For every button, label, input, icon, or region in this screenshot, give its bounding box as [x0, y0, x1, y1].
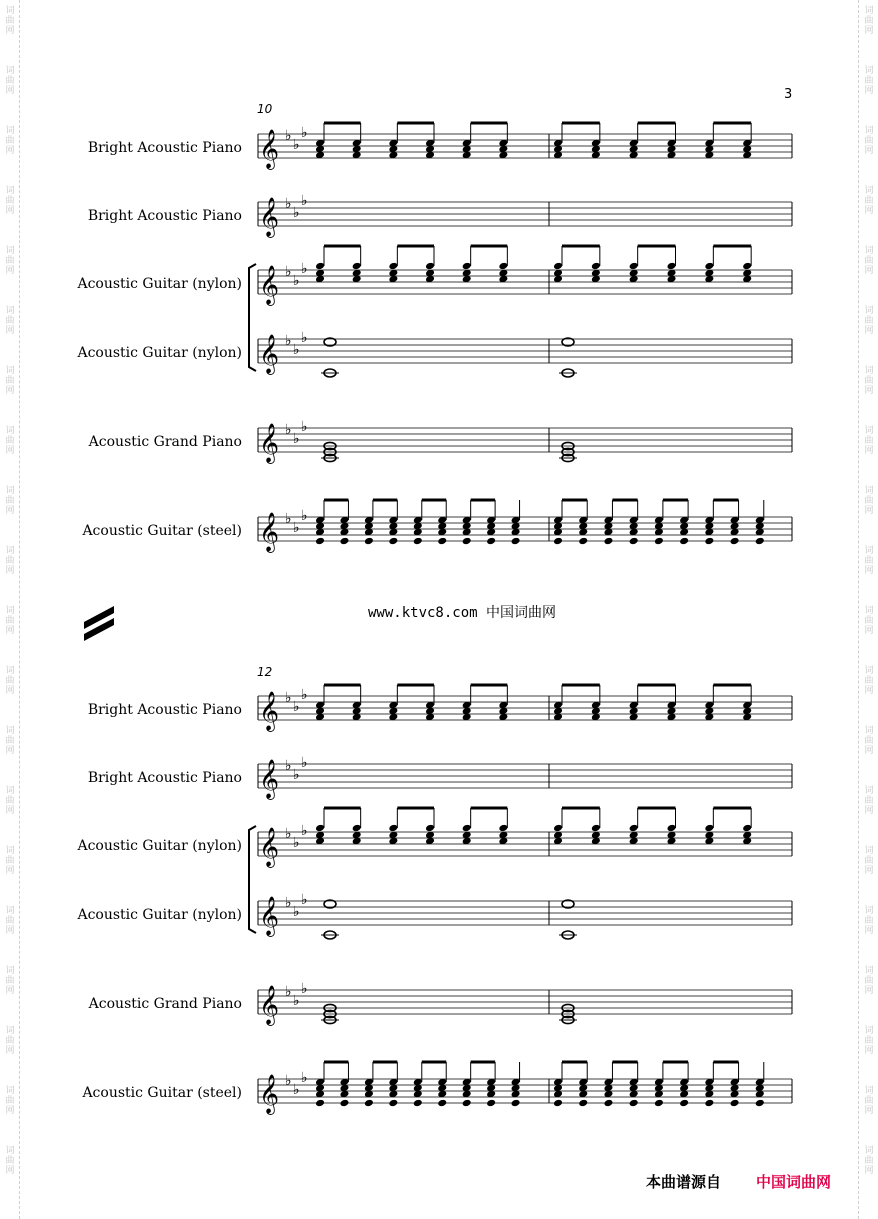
- treble-clef-icon: 𝄞: [259, 512, 280, 552]
- side-watermark-mark: 词 曲 网: [864, 66, 874, 96]
- note-head: [388, 262, 398, 271]
- side-watermark-mark: 词 曲 网: [5, 426, 15, 456]
- note-head: [339, 1099, 349, 1108]
- note-head: [654, 1099, 664, 1108]
- side-watermark-mark: 词 曲 网: [864, 366, 874, 396]
- staff-label: Acoustic Guitar (nylon): [77, 907, 242, 923]
- flat-sign-icon: ♭: [293, 342, 300, 358]
- note-head: [578, 537, 588, 546]
- note-head: [388, 1099, 398, 1108]
- flat-sign-icon: ♭: [301, 687, 308, 703]
- side-watermark-mark: 词 曲 网: [5, 246, 15, 276]
- note-head: [603, 537, 613, 546]
- footer-source-label: 本曲谱源自: [646, 1173, 722, 1191]
- note-head: [388, 537, 398, 546]
- note-head: [511, 1099, 521, 1108]
- note-head: [730, 537, 740, 546]
- watermark-text: www.ktvc8.com 中国词曲网: [368, 605, 557, 621]
- note-head: [553, 537, 563, 546]
- page-number: 3: [784, 87, 793, 102]
- note-head: [511, 537, 521, 546]
- note-head: [352, 824, 362, 833]
- note-head: [462, 1099, 472, 1108]
- flat-sign-icon: ♭: [293, 835, 300, 851]
- flat-sign-icon: ♭: [293, 767, 300, 783]
- treble-clef-icon: 𝄞: [259, 896, 280, 936]
- flat-sign-icon: ♭: [293, 273, 300, 289]
- side-watermark-mark: 词 曲 网: [5, 306, 15, 336]
- side-watermark-mark: 词 曲 网: [5, 366, 15, 396]
- note-head: [654, 537, 664, 546]
- side-watermark-mark: 词 曲 网: [864, 1026, 874, 1056]
- staff-label: Bright Acoustic Piano: [87, 770, 242, 786]
- note-head: [755, 1099, 765, 1108]
- staff-bracket: [249, 826, 256, 933]
- side-watermark-mark: 词 曲 网: [864, 186, 874, 216]
- side-watermark-mark: 词 曲 网: [5, 1086, 15, 1116]
- note-head: [462, 824, 472, 833]
- side-watermark-mark: 词 曲 网: [864, 666, 874, 696]
- treble-clef-icon: 𝄞: [259, 691, 280, 731]
- note-head: [498, 824, 508, 833]
- note-head: [629, 1099, 639, 1108]
- treble-clef-icon: 𝄞: [259, 1074, 280, 1114]
- side-watermark-mark: 词 曲 网: [5, 726, 15, 756]
- side-watermark-mark: 词 曲 网: [5, 1146, 15, 1176]
- staff-label: Bright Acoustic Piano: [87, 208, 242, 224]
- flat-sign-icon: ♭: [301, 330, 308, 346]
- note-head: [553, 262, 563, 271]
- side-watermark-mark: 词 曲 网: [5, 906, 15, 936]
- treble-clef-icon: 𝄞: [259, 423, 280, 463]
- side-watermark-mark: 词 曲 网: [864, 546, 874, 576]
- note-head: [742, 824, 752, 833]
- staff-label: Acoustic Guitar (nylon): [77, 345, 242, 361]
- flat-sign-icon: ♭: [301, 125, 308, 141]
- measure-number: 12: [257, 665, 273, 679]
- note-head: [498, 262, 508, 271]
- side-watermark-mark: 词 曲 网: [5, 606, 15, 636]
- flat-sign-icon: ♭: [285, 758, 292, 774]
- side-watermark-mark: 词 曲 网: [864, 426, 874, 456]
- staff-label: Acoustic Guitar (nylon): [77, 838, 242, 854]
- note-head: [704, 824, 714, 833]
- note-head: [315, 262, 325, 271]
- note-head: [364, 1099, 374, 1108]
- note-head: [315, 537, 325, 546]
- note-head: [591, 262, 601, 271]
- treble-clef-icon: 𝄞: [259, 265, 280, 305]
- note-head: [437, 537, 447, 546]
- flat-sign-icon: ♭: [293, 904, 300, 920]
- staff-label: Acoustic Guitar (steel): [82, 1085, 242, 1101]
- side-watermark-mark: 词 曲 网: [864, 846, 874, 876]
- staff-label: Acoustic Guitar (nylon): [77, 276, 242, 292]
- side-watermark-mark: 词 曲 网: [5, 1026, 15, 1056]
- note-head: [486, 1099, 496, 1108]
- note-head: [730, 1099, 740, 1108]
- side-watermark-mark: 词 曲 网: [5, 666, 15, 696]
- note-head: [425, 262, 435, 271]
- side-watermark-mark: 词 曲 网: [864, 1086, 874, 1116]
- note-head: [364, 537, 374, 546]
- note-head: [704, 1099, 714, 1108]
- staff-label: Bright Acoustic Piano: [87, 140, 242, 156]
- note-head: [755, 537, 765, 546]
- flat-sign-icon: ♭: [293, 699, 300, 715]
- flat-sign-icon: ♭: [285, 511, 292, 527]
- side-watermark-mark: 词 曲 网: [5, 186, 15, 216]
- flat-sign-icon: ♭: [293, 137, 300, 153]
- side-watermark-mark: 词 曲 网: [5, 546, 15, 576]
- treble-clef-icon: 𝄞: [259, 827, 280, 867]
- flat-sign-icon: ♭: [301, 508, 308, 524]
- note-head: [486, 537, 496, 546]
- note-head: [413, 537, 423, 546]
- side-watermark-mark: 词 曲 网: [5, 786, 15, 816]
- flat-sign-icon: ♭: [293, 520, 300, 536]
- footer-site-link[interactable]: 中国词曲网: [756, 1173, 832, 1191]
- staff-label: Acoustic Guitar (steel): [82, 523, 242, 539]
- note-head: [462, 262, 472, 271]
- note-head: [704, 262, 714, 271]
- side-watermark-mark: 词 曲 网: [864, 126, 874, 156]
- note-head: [315, 1099, 325, 1108]
- treble-clef-icon: 𝄞: [259, 759, 280, 799]
- side-watermark-mark: 词 曲 网: [864, 486, 874, 516]
- flat-sign-icon: ♭: [285, 1073, 292, 1089]
- treble-clef-icon: 𝄞: [259, 334, 280, 374]
- flat-sign-icon: ♭: [301, 419, 308, 435]
- note-head: [553, 824, 563, 833]
- measure-number: 10: [257, 102, 273, 116]
- note-head: [437, 1099, 447, 1108]
- note-head: [352, 262, 362, 271]
- flat-sign-icon: ♭: [301, 892, 308, 908]
- side-watermark-mark: 词 曲 网: [864, 966, 874, 996]
- side-watermark-mark: 词 曲 网: [864, 906, 874, 936]
- treble-clef-icon: 𝄞: [259, 197, 280, 237]
- flat-sign-icon: ♭: [301, 755, 308, 771]
- flat-sign-icon: ♭: [301, 193, 308, 209]
- note-head: [629, 262, 639, 271]
- flat-sign-icon: ♭: [293, 1082, 300, 1098]
- system-separator-mark: [84, 606, 114, 641]
- note-head: [629, 537, 639, 546]
- staff-label: Acoustic Grand Piano: [88, 434, 242, 450]
- flat-sign-icon: ♭: [285, 826, 292, 842]
- note-head: [679, 1099, 689, 1108]
- flat-sign-icon: ♭: [285, 895, 292, 911]
- side-watermark-mark: 词 曲 网: [864, 726, 874, 756]
- flat-sign-icon: ♭: [285, 422, 292, 438]
- staff-label: Bright Acoustic Piano: [87, 702, 242, 718]
- note-head: [339, 537, 349, 546]
- flat-sign-icon: ♭: [285, 984, 292, 1000]
- side-watermark-mark: 词 曲 网: [5, 126, 15, 156]
- flat-sign-icon: ♭: [293, 205, 300, 221]
- side-watermark-mark: 词 曲 网: [864, 306, 874, 336]
- note-head: [462, 537, 472, 546]
- note-head: [603, 1099, 613, 1108]
- note-head: [667, 824, 677, 833]
- flat-sign-icon: ♭: [301, 823, 308, 839]
- flat-sign-icon: ♭: [285, 690, 292, 706]
- side-watermark-mark: 词 曲 网: [864, 786, 874, 816]
- side-watermark-mark: 词 曲 网: [5, 846, 15, 876]
- flat-sign-icon: ♭: [285, 128, 292, 144]
- treble-clef-icon: 𝄞: [259, 985, 280, 1025]
- side-watermark-mark: 词 曲 网: [5, 486, 15, 516]
- side-watermark-mark: 词 曲 网: [864, 246, 874, 276]
- flat-sign-icon: ♭: [285, 264, 292, 280]
- note-head: [315, 824, 325, 833]
- flat-sign-icon: ♭: [293, 431, 300, 447]
- note-head: [553, 1099, 563, 1108]
- note-head: [679, 537, 689, 546]
- note-head: [629, 824, 639, 833]
- flat-sign-icon: ♭: [293, 993, 300, 1009]
- side-watermark-mark: 词 曲 网: [5, 66, 15, 96]
- note-head: [578, 1099, 588, 1108]
- side-watermark-mark: 词 曲 网: [864, 606, 874, 636]
- note-head: [591, 824, 601, 833]
- staff-label: Acoustic Grand Piano: [88, 996, 242, 1012]
- note-head: [425, 824, 435, 833]
- note-head: [667, 262, 677, 271]
- staff-bracket: [249, 264, 256, 371]
- side-watermark-mark: 词 曲 网: [5, 966, 15, 996]
- side-watermark-mark: 词 曲 网: [864, 6, 874, 36]
- treble-clef-icon: 𝄞: [259, 129, 280, 169]
- flat-sign-icon: ♭: [301, 261, 308, 277]
- note-head: [388, 824, 398, 833]
- flat-sign-icon: ♭: [301, 981, 308, 997]
- note-head: [742, 262, 752, 271]
- note-head: [704, 537, 714, 546]
- flat-sign-icon: ♭: [301, 1070, 308, 1086]
- side-watermark-mark: 词 曲 网: [864, 1146, 874, 1176]
- side-watermark-mark: 词 曲 网: [5, 6, 15, 36]
- note-head: [413, 1099, 423, 1108]
- flat-sign-icon: ♭: [285, 196, 292, 212]
- flat-sign-icon: ♭: [285, 333, 292, 349]
